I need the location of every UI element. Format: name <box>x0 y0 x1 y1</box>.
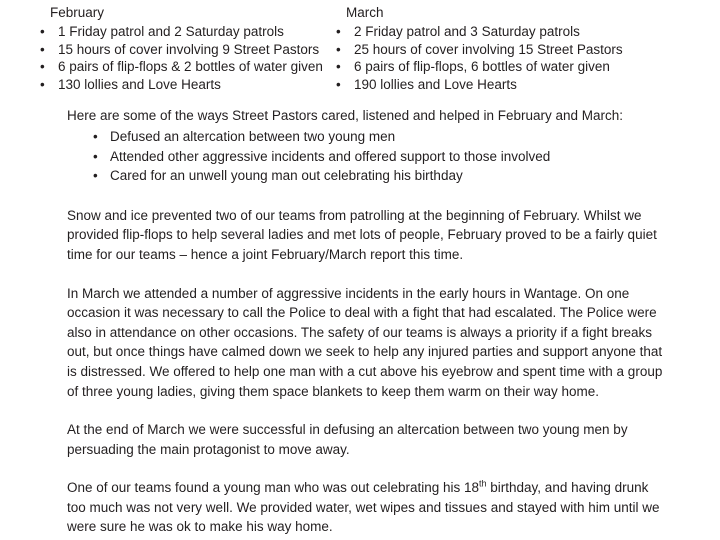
list-item-label: 190 lollies and Love Hearts <box>354 76 517 92</box>
list-item <box>38 41 332 59</box>
list-item <box>334 41 720 59</box>
report-body <box>0 93 720 537</box>
list-item <box>38 23 332 41</box>
spacer <box>67 265 666 284</box>
ordinal-suffix: th <box>479 478 487 489</box>
paragraph-march-incidents: In March we attended a number of aggressive incidents in the early hours in Wantage. On one occasion it was necessary to call the Police to deal with a fight that had escalated. The Police were also in attendance on other occasions. The safety of our teams is always a priority if a fight breaks out, but once things have calmed down we seek to help any injured parties and support anyone that is distressed. We offered to help one man with a cut above his eyebrow and spent time with a group of three young ladies, giving them space blankets to keep them warm on their way home. <box>67 285 663 399</box>
ways-helped-list <box>67 127 666 186</box>
spacer <box>67 401 666 420</box>
march-stats-list <box>334 23 720 93</box>
bullet-icon: • <box>40 59 45 75</box>
february-stats-column <box>0 4 332 93</box>
bullet-icon: • <box>336 41 341 57</box>
list-item-label: Cared for an unwell young man out celebrating his birthday <box>110 168 463 184</box>
list-item <box>67 127 666 147</box>
list-item-label: 25 hours of cover involving 15 Street Pastors <box>354 41 623 57</box>
list-item-label: 15 hours of cover involving 9 Street Pastors <box>58 41 320 57</box>
bullet-icon: • <box>40 41 45 57</box>
list-item <box>334 58 720 76</box>
birthday-text-before: One of our teams found a young man who was out celebrating his 18 <box>67 480 480 496</box>
bullet-icon: • <box>93 128 98 144</box>
intro-paragraph: Here are some of the ways Street Pastors cared, listened and helped in February and March: <box>67 108 624 124</box>
march-stats-column <box>332 4 720 93</box>
list-item-label: 6 pairs of flip-flops & 2 bottles of water given <box>58 59 323 75</box>
list-item <box>38 76 332 94</box>
february-stats-list <box>38 23 332 93</box>
bullet-icon: • <box>336 76 341 92</box>
bullet-icon: • <box>336 24 341 39</box>
list-item-label: Defused an altercation between two young men <box>110 128 396 144</box>
list-item-label: Attended other aggressive incidents and offered support to those involved <box>110 148 551 164</box>
list-item-label: 2 Friday patrol and 3 Saturday patrols <box>354 24 580 39</box>
monthly-stats-section <box>0 0 720 93</box>
bullet-icon: • <box>93 168 98 184</box>
list-item <box>334 23 720 41</box>
spacer <box>67 186 666 206</box>
birthday-text-after: birthday, and having drunk too much was not very well. We provided water, wet wipes and tissues and stayed with him until we were sure he was ok to make his way home. <box>67 480 660 535</box>
list-item <box>334 76 720 94</box>
february-heading: February <box>50 5 105 20</box>
bullet-icon: • <box>40 24 45 39</box>
paragraph-end-of-march: At the end of March we were successful in defusing an altercation between two young men by persuading the main protagonist to move away. <box>67 422 628 457</box>
paragraph-birthday-young-man <box>67 478 666 537</box>
paragraph-february-weather: Snow and ice prevented two of our teams from patrolling at the beginning of February. Whilst we provided flip-flops to help several ladies and met lots of people, February proved to be a fairly quiet time for our teams – hence a joint February/March report this time. <box>67 207 657 262</box>
bullet-icon: • <box>93 148 98 164</box>
list-item <box>67 166 666 186</box>
list-item-label: 1 Friday patrol and 2 Saturday patrols <box>58 24 284 39</box>
list-item <box>38 58 332 76</box>
bullet-icon: • <box>40 76 45 92</box>
list-item-label: 6 pairs of flip-flops, 6 bottles of water given <box>354 59 610 75</box>
list-item-label: 130 lollies and Love Hearts <box>58 76 221 92</box>
bullet-icon: • <box>336 59 341 75</box>
spacer <box>67 459 666 478</box>
march-heading: March <box>346 5 384 20</box>
list-item <box>67 147 666 167</box>
